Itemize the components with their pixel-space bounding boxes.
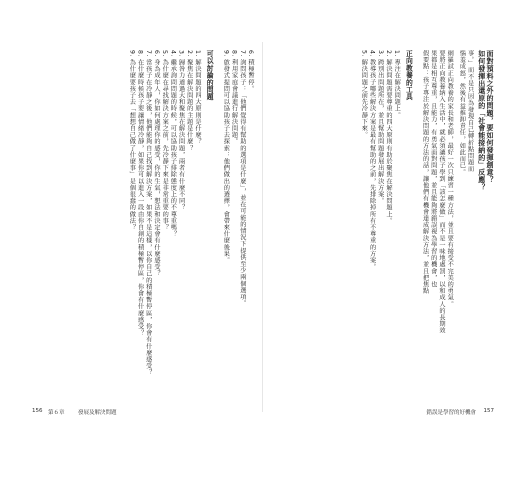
text-line: 7. 詢問孩子：「他們覺得有幫助的選項是什麼」，並在可能的情況下提供至少兩個選項。 xyxy=(238,50,246,307)
text-line: 2. 聚焦在解決問題的主題是什麼？ xyxy=(185,50,193,152)
page-number: 157 xyxy=(483,408,494,414)
book-spread xyxy=(32,50,494,416)
text-line: 惱羞成怒，然後有益推卸責任，如此而已。 xyxy=(458,50,466,176)
right-page xyxy=(272,50,494,400)
right-footer xyxy=(272,408,494,418)
text-line: 6. 身為成年人，你如何處理你的感受，你的生氣，想法和決定會有什麼感受？ xyxy=(152,50,160,277)
running-title: 發展及解決問題 xyxy=(78,410,117,416)
left-footer xyxy=(32,408,254,418)
text-line: 7. 當孩子在冷靜之後，他們能夠自己找到解決方案，如果不是這樣，以你自己的積極暫停區，你會有什麼感受？ xyxy=(144,50,152,376)
text-line: 9. 啟發式提問可以協助孩子去探索：他們做出的選擇，會帶來什麼後果。 xyxy=(222,50,230,264)
text-line: 2. 解決問題需要尊重的四大原則有助於聚焦在解決問題上。 xyxy=(384,50,392,225)
page-title: 如何發揮出還原的「社會能接納的」反應？ xyxy=(477,50,486,191)
gutter xyxy=(262,42,263,412)
left-page xyxy=(32,50,254,400)
spacer xyxy=(474,50,478,380)
spacer xyxy=(213,50,221,380)
text-line: 3. 跨別出問題所在，並且幫助問題發展出解決方案。 xyxy=(376,50,384,205)
page-title: 面對預料之外的問題，要如何發揮創意？ xyxy=(486,50,494,184)
text-line: 1. 解決問題的四大原則是什麼？ xyxy=(193,50,201,145)
chapter-label: 第６章 xyxy=(48,410,65,416)
text-line: 要將正向教養納入生活中，就必須讓孩子學到「該怎麼做」而不是一味地處罰，以和成人的長期效 xyxy=(437,50,445,334)
text-line: 8. 在什麼時候孩子要讓情緒冷靜，如果你可以進入一段由你自創的積極暫停區，你會有什麼感受？ xyxy=(136,50,144,337)
left-page-body xyxy=(32,50,254,380)
section-heading: 正向教養的工具 xyxy=(404,50,413,101)
text-line: 1. 專注在解決問題上。 xyxy=(393,50,401,119)
text-line: 果都是相互尊重，且能力，有勇氣面對問題，並且能夠將錯誤視為學習的機會，也 xyxy=(429,50,437,288)
spacer xyxy=(412,50,420,380)
text-line: 9. 為什麼要孩子去「想想自己做了什麼事」是個很蠢的做法？ xyxy=(128,50,136,231)
page-number: 156 xyxy=(32,408,43,414)
right-page-body xyxy=(272,50,494,380)
text-line: 網羅試正向教養的家長和老師，最好一次只練習一種方法，並且要有接受不完美的勇氣。 xyxy=(446,50,454,308)
text-line: 8. 利用家庭會議進行解決問題。 xyxy=(230,50,238,145)
text-line: 事。」而不是只因為發現自己轉折點問題而 xyxy=(466,50,474,173)
text-line: 假要點：孩子專注於解決問題的方法的話，讓他們有機會達成解決方法，並且把焦點 xyxy=(421,50,429,295)
text-line: 3. 歸咎力道過大和聚焦在解決問題，兩者有什麼不同？ xyxy=(177,50,185,211)
running-title: 錯誤是學習的好機會 xyxy=(426,410,476,416)
text-line: 4. 教導孩子哪些解決方案是最有幫助的之前，先排除掉所有不尊重的方案。 xyxy=(368,50,376,271)
section-heading: 可以討論的問題 xyxy=(205,50,214,101)
text-line: 6. 積極暫停。 xyxy=(247,50,254,93)
text-line: 5. 為什麼在尋找解決方案之前，先冷靜下來是非常重要的事？ xyxy=(161,50,169,231)
text-line: 5. 解決問題之前先冷靜下來。 xyxy=(360,50,368,139)
text-line: 4. 繼承詢問問題的時候，可以協助孩子排除態度上的不尊重嗎？ xyxy=(169,50,177,238)
